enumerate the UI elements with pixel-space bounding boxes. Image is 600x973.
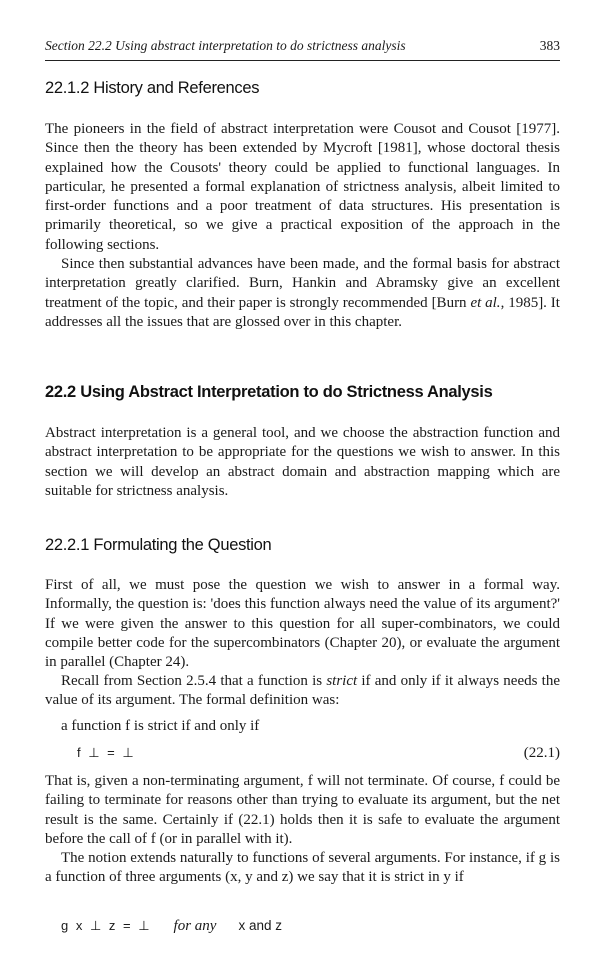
equation-number: (22.1) [523, 745, 560, 761]
running-head-title: Section 22.2 Using abstract interpretation to do strictness analysis [45, 38, 406, 53]
paragraph-formulating-2: Recall from Section 2.5.4 that a function is strict if and only if it always needs the value of its argument. The formal definition was: [45, 673, 560, 709]
paragraph-formulating-1: First of all, we must pose the question we wish to answer in a formal way. Informally, the question is: 'does this function always need the value of its argument?' If we were given the answer to this question for all super-combinators, we could compile better code for the supercombinators (Chapter 20), or evaluate the argument in parallel (Chapter 24). [45, 577, 560, 671]
equation-lhs: f ⊥ = ⊥ [77, 745, 136, 760]
section-heading-using-abstract: 22.2 Using Abstract Interpretation to do Strictness Analysis [45, 383, 493, 401]
paragraph-formulating-3: That is, given a non-terminating argument, f will not terminate. Of course, f could be failing to terminate for reasons other than trying to evaluate its argument, but the net result is the same. Certainly if (22.1) holds then it is safe to evaluate the argument before the call of f (or in parallel with it). [45, 773, 560, 847]
section-heading-history: 22.1.2 History and References [45, 79, 260, 97]
strict-in-y-lhs: g x ⊥ z = ⊥ [61, 918, 152, 933]
strict-in-y-equation [61, 918, 282, 935]
for-any-vars: x and z [238, 918, 282, 933]
header-rule [45, 60, 560, 61]
running-head [45, 38, 560, 54]
equation-22-1 [45, 745, 560, 762]
paragraph-formulating-4: The notion extends naturally to functions of several arguments. For instance, if g is a function of three arguments (x, y and z) we say that it is strict in y if [45, 850, 560, 886]
paragraph-history-2-text: Since then substantial advances have been made, and the formal basis for abstract interpretation greatly clarified. Burn, Hankin and Abramsky give an excellent treatment of the topic, and their paper is strongly recommended [Burn et al., 1985]. It addresses all the issues that are glossed over in this chapter. [45, 256, 560, 330]
definition-line: a function f is strict if and only if [61, 718, 260, 734]
paragraph-history-2 [45, 255, 560, 332]
page-number: 383 [539, 38, 560, 53]
for-any-label: for any [173, 918, 217, 934]
paragraph-using-abstract: Abstract interpretation is a general tool, and we choose the abstraction function and abstract interpretation to be appropriate for the questions we wish to answer. In this section we will develop an abstract domain and abstraction mapping which are suitable for strictness analysis. [45, 425, 560, 499]
section-heading-formulating: 22.2.1 Formulating the Question [45, 536, 272, 554]
paragraph-history-1: The pioneers in the field of abstract interpretation were Cousot and Cousot [1977]. Since then the theory has been extended by Mycroft [1981], whose doctoral thesis explained how the Cousots' theory could be applied to functional languages. In particular, he presented a formal explanation of strictness analysis, albeit limited to first-order functions and a poor treatment of data structures. His presentation is primarily theoretical, so we give a practical exposition of the approach in the following sections. [45, 121, 560, 253]
